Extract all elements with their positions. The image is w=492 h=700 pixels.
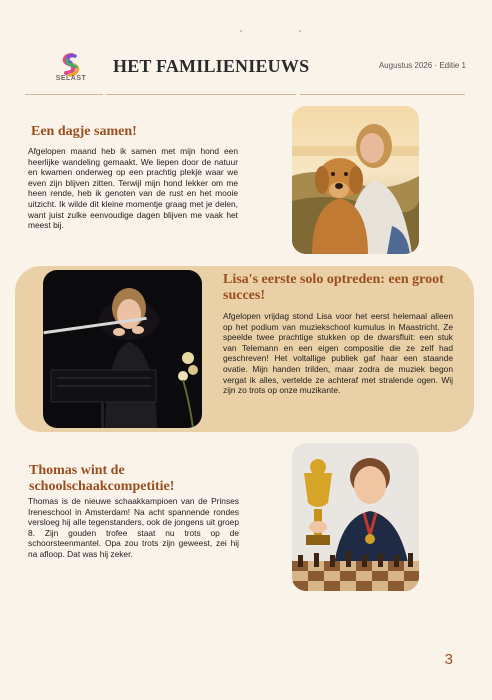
page-number: 3 bbox=[444, 651, 453, 668]
article-3 bbox=[29, 463, 244, 495]
article-title: Thomas wint de schoolschaakcompetitie! bbox=[29, 463, 175, 494]
article-body: Afgelopen vrijdag stond Lisa voor het eerst helemaal alleen op het podium van muziekschool kumulus in Maastricht. Ze speelde twee prachtige stukken op de dwarsfluit: een stuk van Telemann en een eigen compositie die ze zelf had geschreven! Het voltallige publiek gaf haar een staande ovatie. Mijn handen trilden, maar zodra de muziek begon vergat ik alles, vertelde ze achteraf met stralende ogen. Wij zijn zo trots op onze muzikante. bbox=[223, 311, 453, 396]
article-body: Afgelopen maand heb ik samen met mijn hond een heerlijke wandeling gemaakt. We liepen door de natuur en kwamen onderweg op een prachtig plekje waar we even zijn blijven zitten. Terwijl mijn hond lekker om me heen rende, heb ik genoten van de rust en het mooie uitzicht. Ik wilde dit kleine momentje graag met je delen, want juist zulke eenvoudige dagen blijven me vaak het meest bij. bbox=[28, 146, 238, 231]
header-divider bbox=[106, 94, 296, 95]
article-body: Thomas is de nieuwe schaakkampioen van de Prinses Ireneschool in Amsterdam! Na acht spannende rondes versloeg hij alle tegenstanders, ook de jongens uit groep 8. Zijn gouden trofee staat nu trots op de schoorsteenmantel. Opa zou trots zijn geweest, zei hij na afloop. Dat was hij zeker. bbox=[28, 496, 239, 559]
decor-dot bbox=[299, 30, 301, 32]
article-2 bbox=[223, 272, 463, 304]
article-title: Een dagje samen! bbox=[31, 124, 137, 139]
issue-label: Augustus 2026 · Editie 1 bbox=[378, 61, 466, 70]
newsletter-title: HET FAMILIENIEUWS bbox=[113, 56, 310, 76]
photo-woman-with-dog bbox=[292, 106, 419, 254]
photo-boy-with-trophy bbox=[292, 443, 419, 591]
header-divider bbox=[25, 94, 103, 95]
photo-girl-playing-flute bbox=[43, 270, 202, 428]
decor-dot bbox=[240, 30, 242, 32]
article-title: Lisa's eerste solo optreden: een groot succes! bbox=[223, 272, 444, 303]
article-1 bbox=[31, 124, 251, 140]
logo-text: SELAST bbox=[55, 75, 87, 82]
header-divider bbox=[300, 94, 465, 95]
